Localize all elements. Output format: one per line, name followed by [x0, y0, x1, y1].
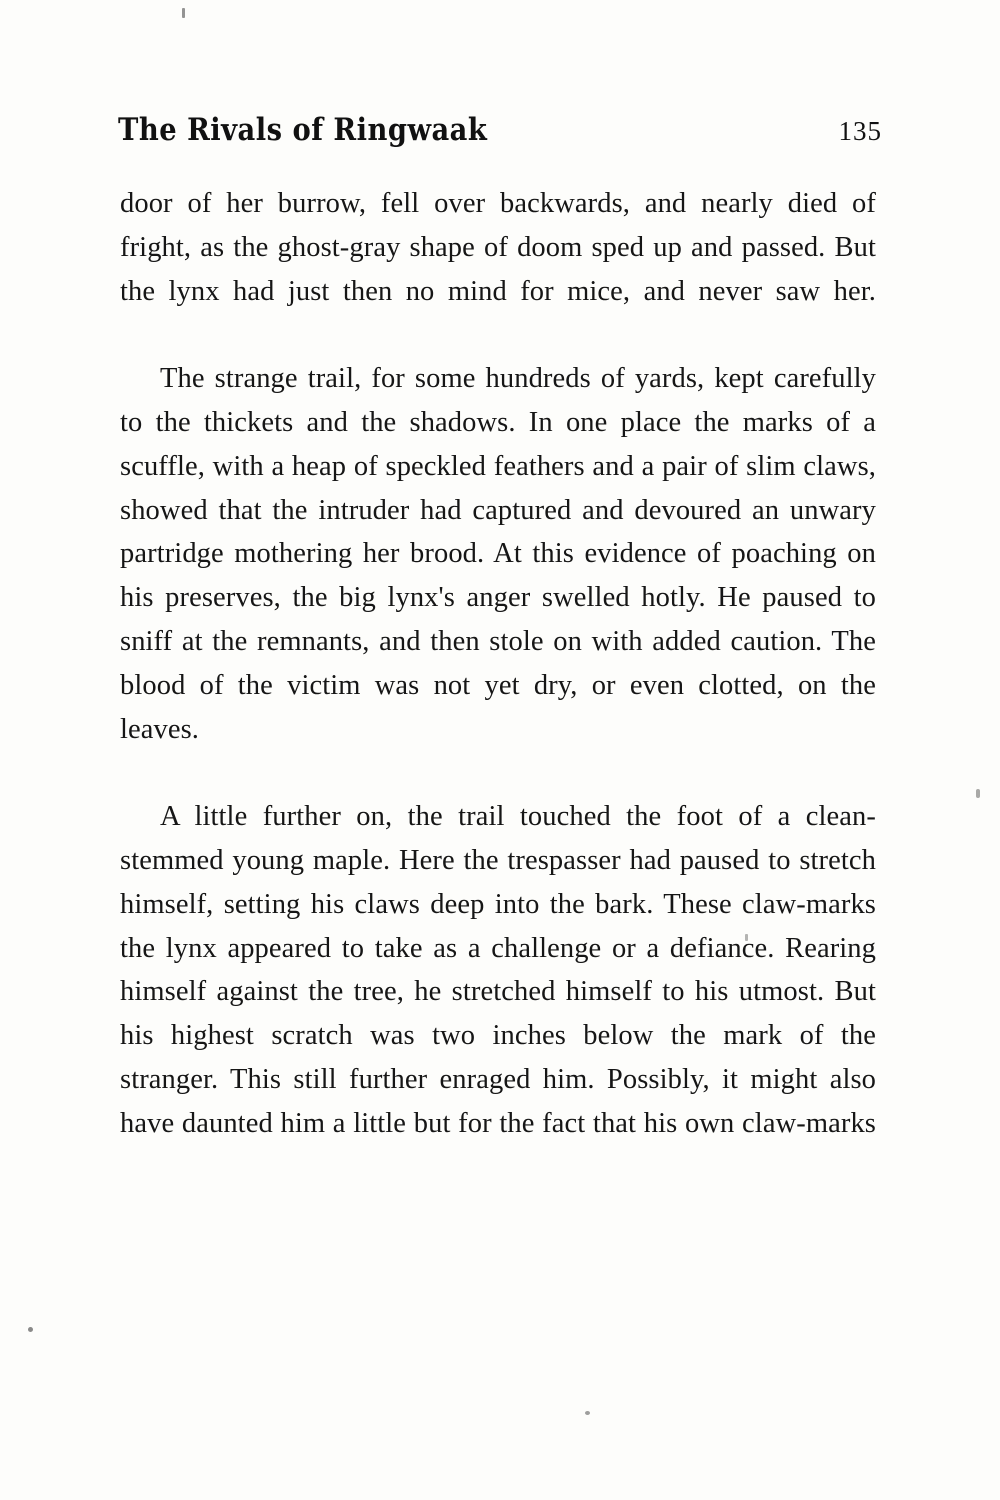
page-header	[118, 112, 882, 148]
paragraph: door of her burrow, fell over backwards, and nearly died of fright, as the ghost-gray shape of doom sped up and passed. But the lynx had just then no mind for mice, and never saw her.	[120, 188, 876, 307]
paragraph: A little further on, the trail touched the foot of a clean-stemmed young maple. Here the trespasser had paused to stretch himself, setting his claws deep into the bark. These claw-marks the lynx appeared to take as a challenge or a defiance. Rearing himself against the tree, he stretched himself to his utmost. But his highest scratch was two inches below the mark of the stranger. This still further enraged him. Possibly, it might also have daunted him a little but for the fact that his own claw-marks	[120, 801, 876, 1139]
scan-speck	[585, 1411, 590, 1415]
paragraph: The strange trail, for some hundreds of yards, kept carefully to the thickets and the shadows. In one place the marks of a scuffle, with a heap of speckled feathers and a pair of slim claws, showed that the intruder had captured and devoured an unwary partridge mothering her brood. At this evidence of poaching on his preserves, the big lynx's anger swelled hotly. He paused to sniff at the remnants, and then stole on with added caution. The blood of the victim was not yet dry, or even clotted, on the leaves.	[120, 363, 876, 745]
page-number: 135	[838, 116, 882, 146]
scan-speck	[182, 8, 185, 18]
scan-speck	[976, 789, 980, 798]
scan-speck	[28, 1327, 33, 1332]
running-title: The Rivals of Ringwaak	[118, 112, 488, 148]
page-body	[120, 182, 876, 1189]
